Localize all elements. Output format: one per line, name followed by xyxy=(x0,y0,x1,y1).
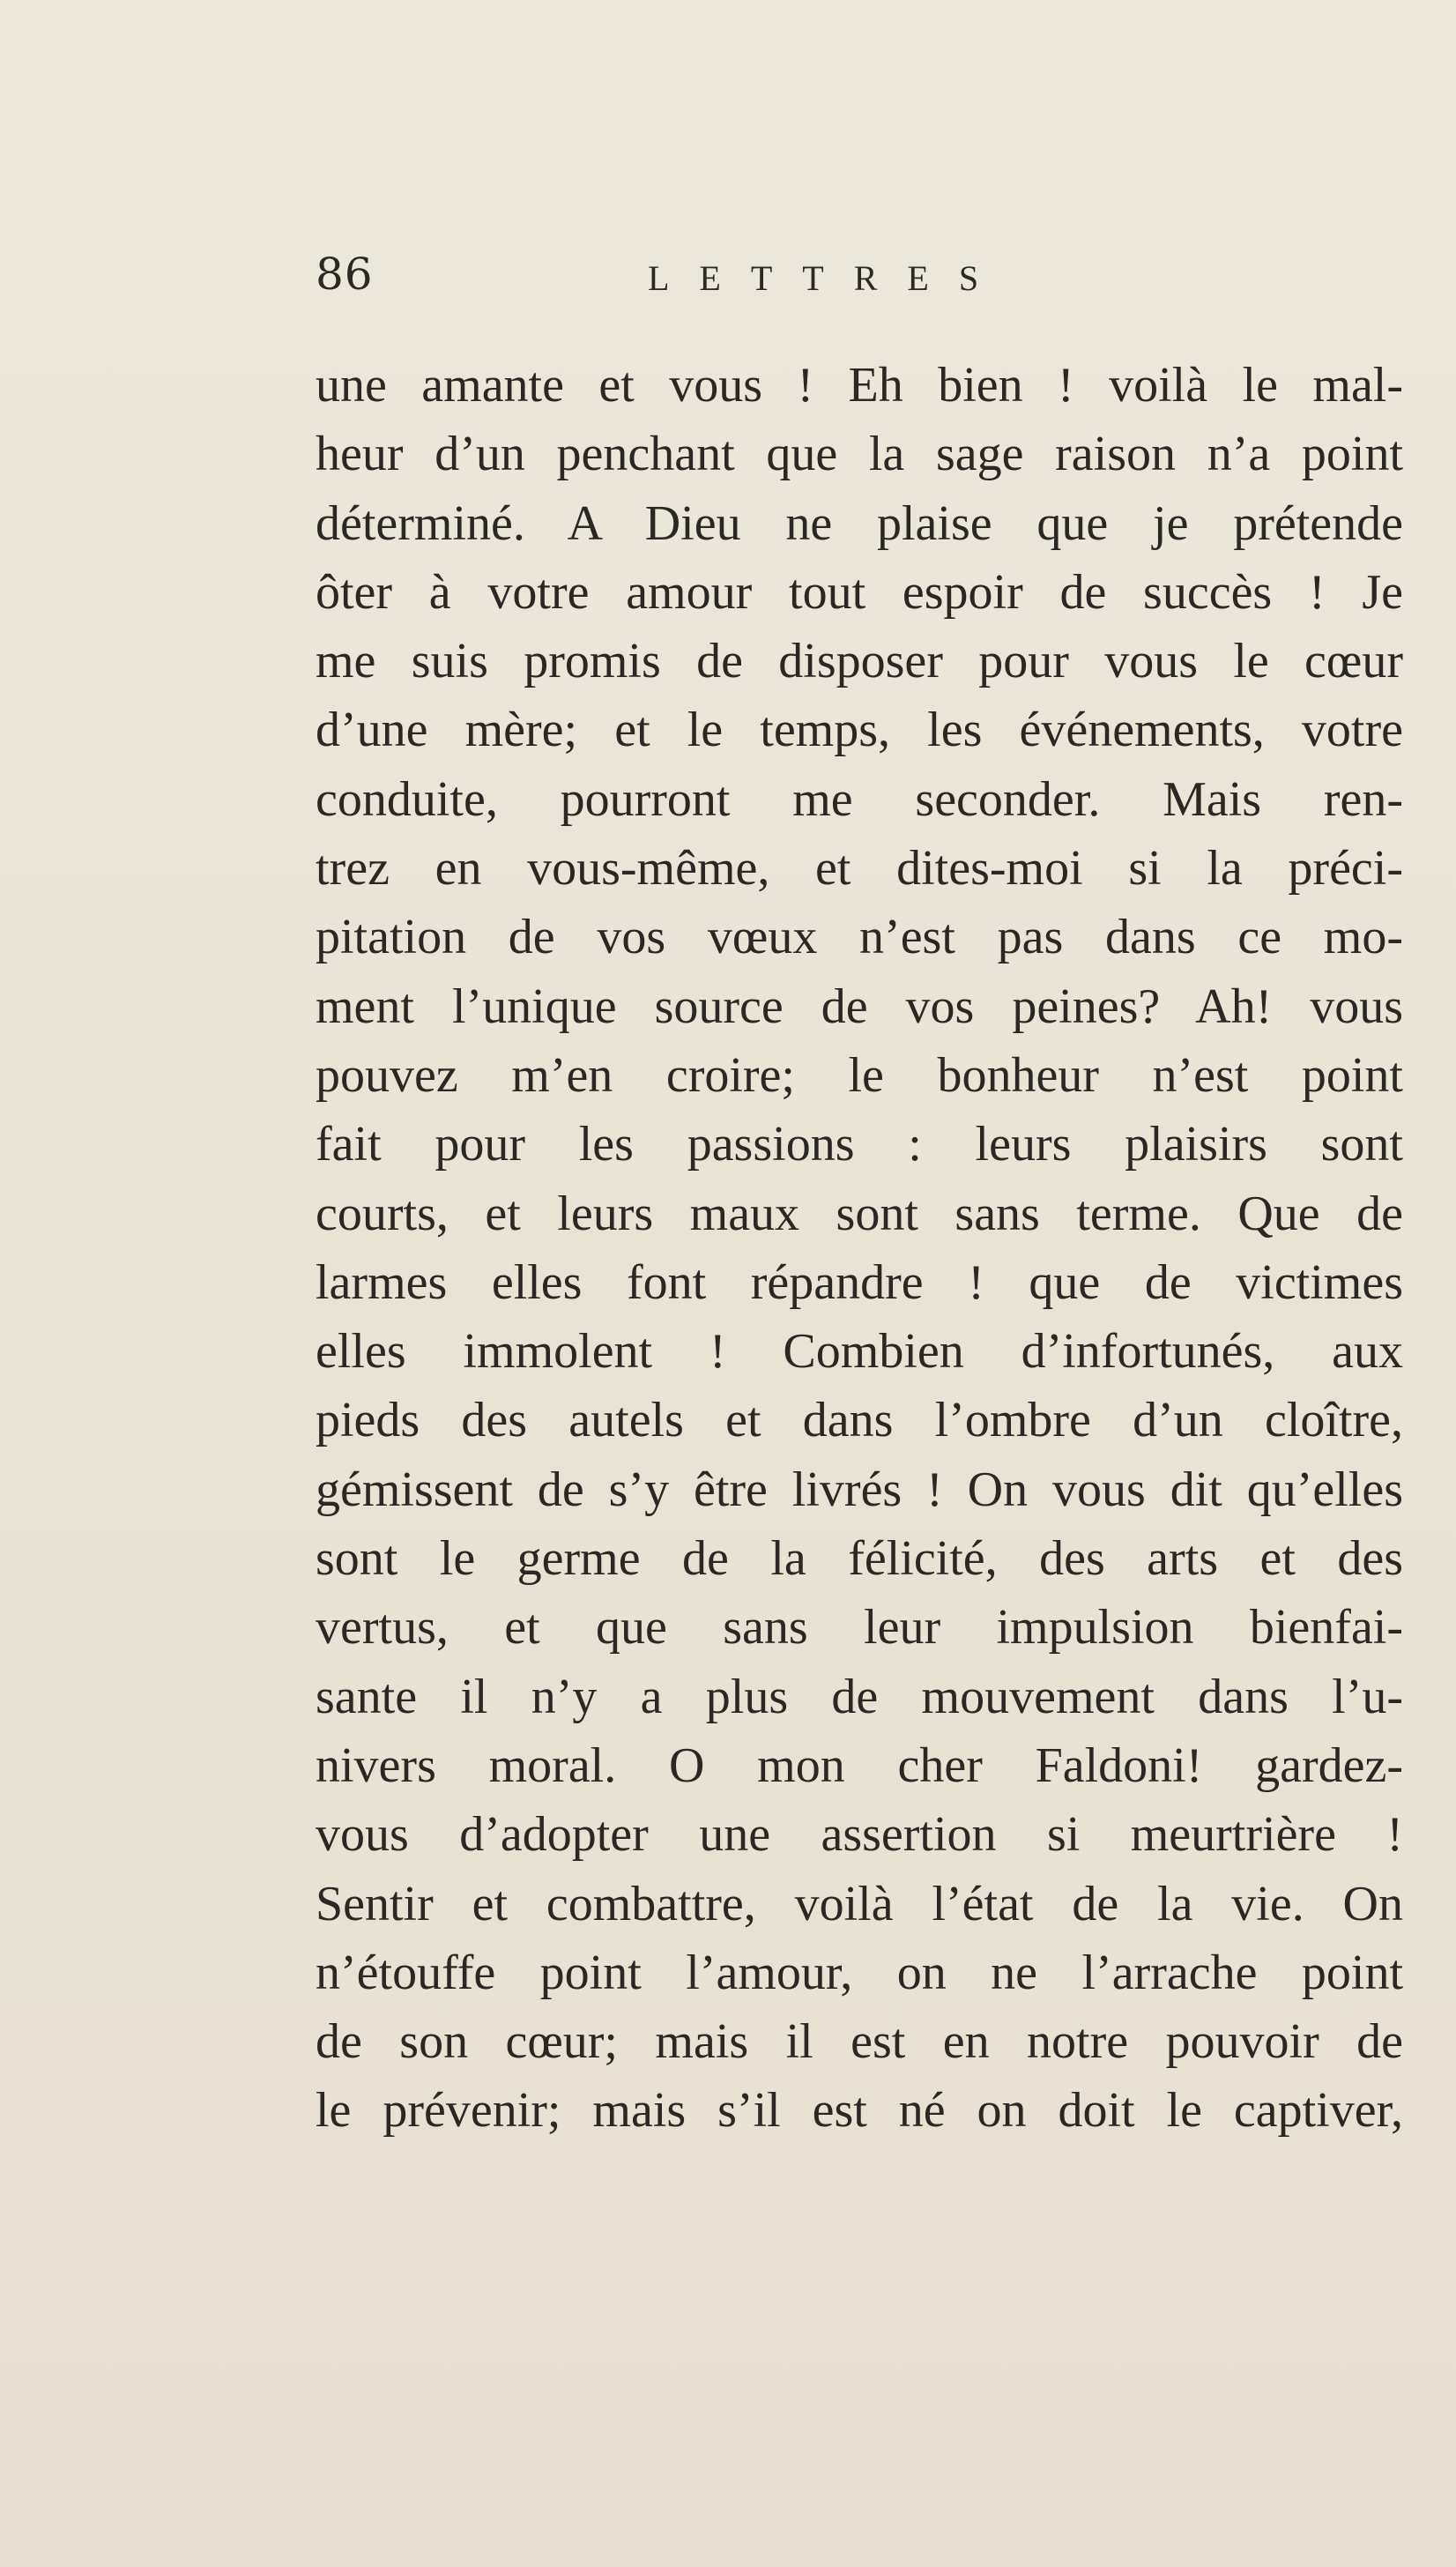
text-line: n’étouffe point l’amour, on ne l’arrache point xyxy=(316,1945,1403,2000)
page-number: 86 xyxy=(316,249,374,300)
body-text xyxy=(316,351,1403,2146)
text-line: Sentir et combattre, voilà l’état de la vie. On xyxy=(316,1876,1403,1931)
text-line: elles immolent ! Combien d’infortunés, aux xyxy=(316,1324,1403,1380)
text-line: pouvez m’en croire; le bonheur n’est point xyxy=(316,1047,1403,1103)
text-line: sante il n’y a plus de mouvement dans l’u- xyxy=(316,1669,1403,1724)
text-line: sont le germe de la félicité, des arts et des xyxy=(316,1531,1403,1587)
text-line: courts, et leurs maux sont sans terme. Que de xyxy=(316,1186,1403,1241)
text-line: nivers moral. O mon cher Faldoni! gardez- xyxy=(316,1737,1403,1793)
text-line: pitation de vos vœux n’est pas dans ce mo- xyxy=(316,910,1403,965)
text-line: d’une mère; et le temps, les événements, votre xyxy=(316,703,1403,758)
text-line: heur d’un penchant que la sage raison n’a point xyxy=(316,427,1403,482)
text-line: trez en vous-même, et dites-moi si la préci- xyxy=(316,841,1403,897)
text-line: une amante et vous ! Eh bien ! voilà le mal- xyxy=(316,358,1403,413)
text-line: fait pour les passions : leurs plaisirs sont xyxy=(316,1117,1403,1172)
text-line: ment l’unique source de vos peines? Ah! vous xyxy=(316,978,1403,1034)
text-line: vous d’adopter une assertion si meurtrière ! xyxy=(316,1807,1403,1863)
text-line: pieds des autels et dans l’ombre d’un cloître, xyxy=(316,1393,1403,1448)
running-title: LETTRES xyxy=(648,258,1009,298)
text-line: vertus, et que sans leur impulsion bienfai- xyxy=(316,1600,1403,1656)
text-line: gémissent de s’y être livrés ! On vous dit qu’elles xyxy=(316,1462,1403,1517)
text-line: le prévenir; mais s’il est né on doit le captiver, xyxy=(316,2083,1403,2139)
text-line: larmes elles font répandre ! que de victimes xyxy=(316,1254,1403,1310)
text-line: ôter à votre amour tout espoir de succès ! Je xyxy=(316,564,1403,620)
text-line: conduite, pourront me seconder. Mais ren- xyxy=(316,771,1403,827)
text-line: me suis promis de disposer pour vous le cœur xyxy=(316,634,1403,689)
text-line: déterminé. A Dieu ne plaise que je prétende xyxy=(316,495,1403,551)
text-line: de son cœur; mais il est en notre pouvoir de xyxy=(316,2014,1403,2070)
